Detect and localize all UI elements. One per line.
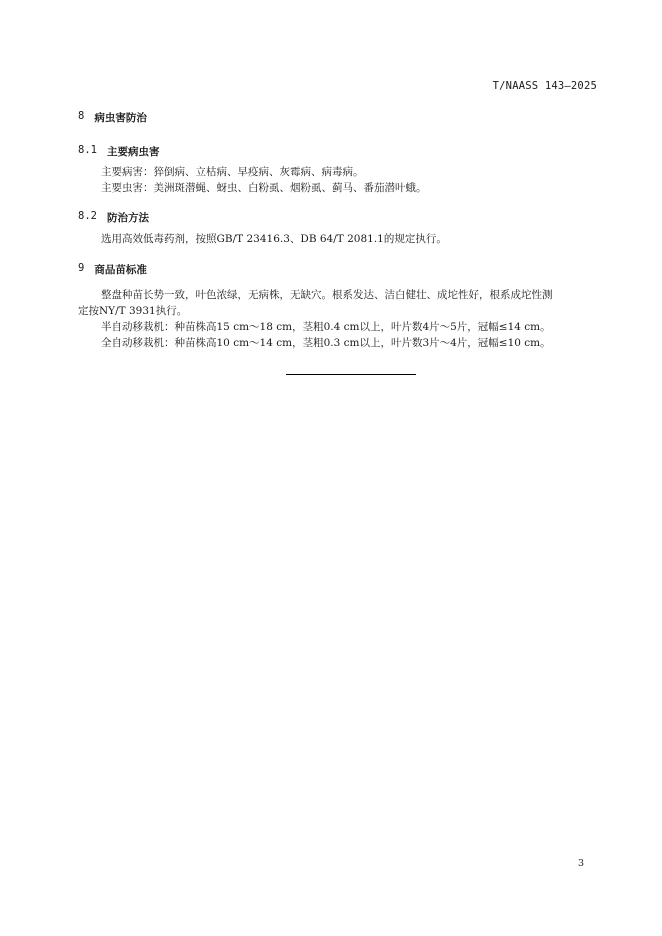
diseases-paragraph: 主要病害：猝倒病、立枯病、早疫病、灰霉病、病毒病。 [101,166,364,178]
section-number: 8.2 [78,210,97,222]
section-9-body [78,287,598,351]
semi-auto-transplanter-paragraph: 半自动移栽机：种苗株高15 cm～18 cm，茎粗0.4 cm以上，叶片数4片～5片，冠幅≤14 cm。 [101,321,551,333]
section-number: 8 [78,110,85,122]
page-number: 3 [577,858,584,869]
end-of-text-rule [286,374,416,375]
section-8-heading [78,110,147,125]
seedling-standard-line-1: 整盘种苗长势一致，叶色浓绿，无病株，无缺穴。根系发达、洁白健壮、成坨性好，根系成坨性测 [101,289,553,301]
section-number: 8.1 [78,144,97,156]
seedling-standard-line-2: 定按NY/T 3931执行。 [78,305,188,317]
section-8-2-body [78,231,598,247]
document-code: T/NAASS 143—2025 [492,80,597,92]
section-9-heading [78,262,147,277]
section-title: 商品苗标准 [94,264,147,276]
section-8-2-heading [78,210,149,225]
section-title: 病虫害防治 [94,112,147,124]
section-title: 主要病虫害 [106,146,160,158]
pests-paragraph: 主要虫害：美洲斑潜蝇、蚜虫、白粉虱、烟粉虱、蓟马、番茄潜叶蛾。 [101,182,427,194]
section-8-1-heading [78,144,159,159]
control-method-paragraph: 选用高效低毒药剂，按照GB/T 23416.3、DB 64/T 2081.1的规定执行。 [101,233,447,245]
full-auto-transplanter-paragraph: 全自动移栽机：种苗株高10 cm～14 cm，茎粗0.3 cm以上，叶片数3片～4片，冠幅≤10 cm。 [101,337,551,349]
section-title: 防治方法 [106,212,149,224]
section-8-1-body [78,164,598,196]
section-number: 9 [78,262,85,274]
